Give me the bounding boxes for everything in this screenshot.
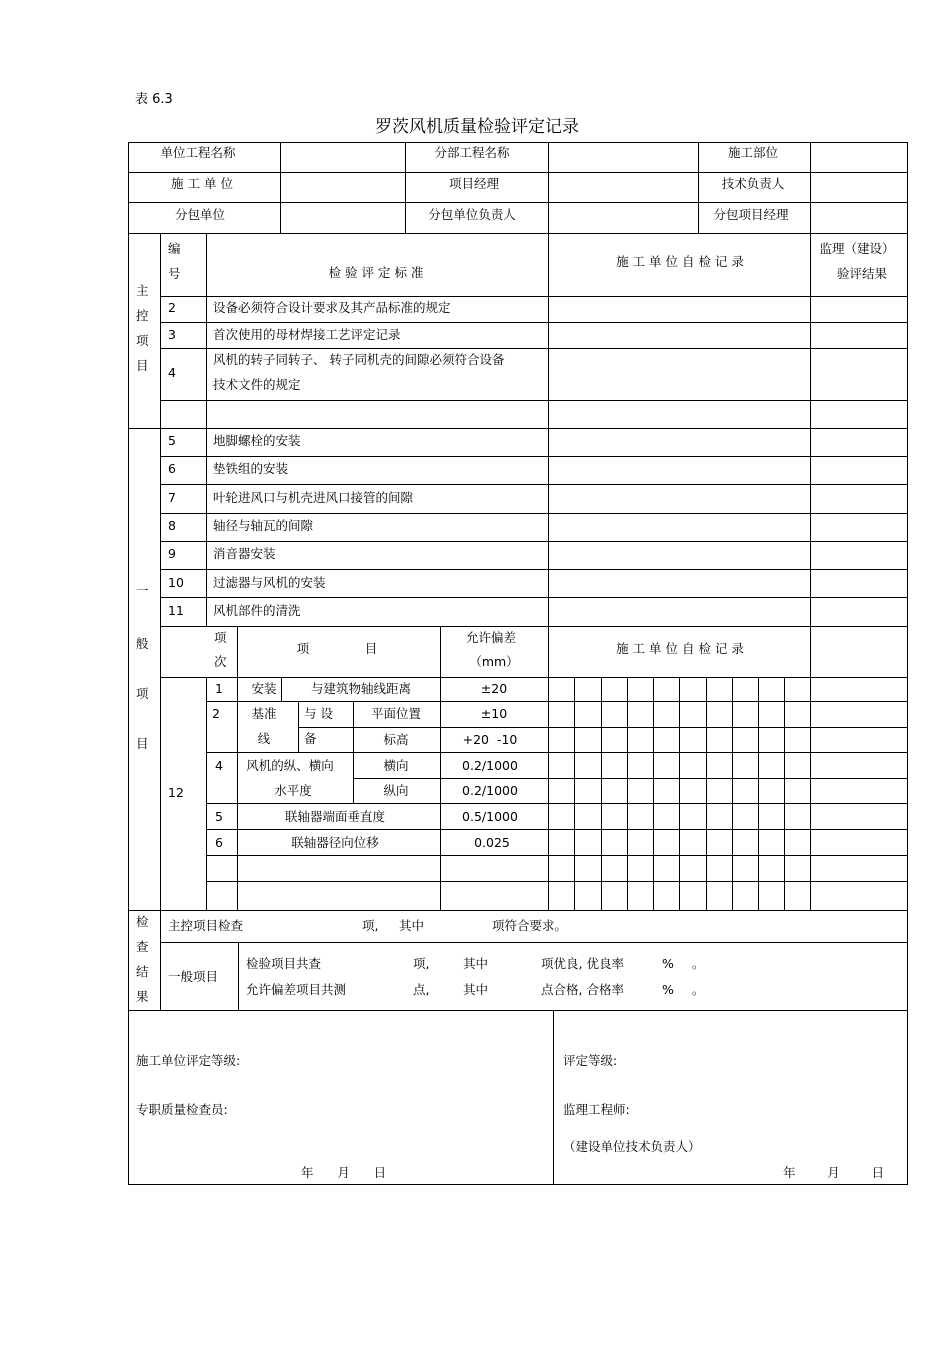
sub-project-name-label: 分部工程名称 [434, 145, 510, 160]
deviation-tolerance: +20 -10 [462, 732, 518, 747]
general-item-text: 垫铁组的安装 [213, 461, 289, 476]
tolerance-header-1: 允许偏差 [465, 630, 517, 645]
supervising-engineer-label: 监理工程师: [563, 1102, 630, 1117]
deviation-tolerance: ±10 [480, 706, 508, 721]
deviation-item: 联轴器径向位移 [291, 835, 379, 850]
deviation-seq: 2 [212, 706, 220, 721]
general-item-text: 叶轮进风口与机壳进风口接管的间隙 [213, 490, 414, 505]
main-item-no: 4 [168, 365, 176, 380]
quality-inspector-label: 专职质量检查员: [136, 1102, 228, 1117]
general-result-label: 一般项目 [168, 969, 219, 984]
construction-grade-label: 施工单位评定等级: [136, 1053, 241, 1068]
deviation-seq-2: 次 [214, 654, 227, 669]
general-item-no: 9 [168, 546, 176, 561]
table-number: 表 6.3 [135, 92, 173, 107]
project-manager-label: 项目经理 [448, 176, 500, 191]
general-result-text: 点合格, 合格率 [541, 982, 624, 997]
general-item-no: 6 [168, 461, 176, 476]
deviation-item: 备 [304, 731, 317, 746]
general-item-text: 轴径与轴瓦的间隙 [213, 518, 314, 533]
deviation-item: 线 [257, 731, 271, 746]
column-standard: 检 验 评 定 标 准 [328, 265, 424, 280]
subcontract-head-label: 分包单位负责人 [428, 207, 516, 222]
result-label-3: 结 [136, 964, 149, 979]
column-no-2: 号 [168, 266, 181, 281]
main-item-no: 3 [168, 327, 176, 342]
general-result-text: 检验项目共查 [246, 956, 322, 971]
deviation-item-header: 项 目 [296, 641, 378, 656]
deviation-seq-1: 项 [214, 630, 227, 645]
subcontract-unit-label: 分包单位 [174, 207, 226, 222]
unit-project-name-label: 单位工程名称 [160, 145, 236, 160]
deviation-item: 安装 [251, 681, 277, 696]
deviation-item: 与 设 [304, 706, 333, 721]
main-item-text-cont: 技术文件的规定 [213, 377, 301, 392]
main-item-text: 设备必须符合设计要求及其产品标准的规定 [213, 300, 451, 315]
deviation-item: 平面位置 [370, 706, 422, 721]
general-label-2: 般 [136, 636, 149, 651]
deviation-seq: 6 [215, 835, 223, 850]
general-item-no: 10 [168, 575, 184, 590]
technical-head-label: 技术负责人 [721, 176, 785, 191]
general-item-text: 过滤器与风机的安装 [213, 575, 326, 590]
deviation-tolerance: 0.5/1000 [462, 809, 518, 824]
general-result-text: 点, [413, 982, 430, 997]
result-label-2: 查 [136, 939, 149, 954]
main-check-label: 主控项目检查 [168, 918, 244, 933]
general-item-text: 风机部件的清洗 [213, 603, 301, 618]
general-result-text: 允许偏差项目共测 [246, 982, 347, 997]
general-label-3: 项 [136, 686, 149, 701]
deviation-tolerance: 0.025 [474, 835, 510, 850]
general-label-1: 一 [136, 583, 149, 598]
subcontract-manager-label: 分包项目经理 [713, 207, 789, 222]
main-control-label-1: 主 [136, 283, 149, 298]
general-item-no: 11 [168, 603, 184, 618]
deviation-self-check-header: 施 工 单 位 自 检 记 录 [616, 641, 744, 656]
general-result-text: % [662, 982, 674, 997]
general-result-text: 其中 [463, 982, 489, 997]
deviation-item: 风机的纵、横向 [246, 758, 334, 773]
item-12-no: 12 [168, 785, 184, 800]
deviation-item: 纵向 [383, 783, 409, 798]
general-item-no: 7 [168, 490, 176, 505]
general-label-4: 目 [136, 736, 149, 751]
deviation-item: 联轴器端面垂直度 [284, 809, 386, 824]
general-result-text: 项优良, 优良率 [541, 956, 624, 971]
main-check-among: 其中 [399, 918, 425, 933]
deviation-item: 与建筑物轴线距离 [310, 681, 412, 696]
general-result-text: 其中 [463, 956, 489, 971]
deviation-seq: 4 [215, 758, 223, 773]
column-self-check: 施 工 单 位 自 检 记 录 [616, 254, 744, 269]
main-control-label-4: 目 [136, 358, 149, 373]
deviation-item: 横向 [383, 758, 409, 773]
general-result-text: 。 [692, 982, 705, 997]
deviation-tolerance: 0.2/1000 [462, 783, 518, 798]
column-no-1: 编 [168, 241, 181, 256]
main-check-ok: 项符合要求。 [492, 918, 568, 933]
result-label-4: 果 [136, 989, 149, 1004]
general-item-no: 8 [168, 518, 176, 533]
main-item-no: 2 [168, 300, 176, 315]
main-control-label-2: 控 [136, 308, 149, 323]
left-date: 年 月 日 [301, 1165, 387, 1180]
general-item-text: 地脚螺栓的安装 [213, 433, 301, 448]
right-date: 年 月 日 [783, 1165, 885, 1180]
general-result-text: % [662, 956, 674, 971]
general-result-text: 。 [692, 956, 705, 971]
main-item-text: 首次使用的母材焊接工艺评定记录 [213, 327, 401, 342]
deviation-seq: 5 [215, 809, 223, 824]
general-item-no: 5 [168, 433, 176, 448]
main-item-text: 风机的转子同转子、 转子同机壳的间隙必须符合设备 [213, 352, 505, 367]
general-item-text: 消音器安装 [213, 546, 276, 561]
evaluation-grade-label: 评定等级: [563, 1053, 618, 1068]
main-control-label-3: 项 [136, 333, 149, 348]
construction-part-label: 施工部位 [727, 145, 779, 160]
column-supervision-2: 验评结果 [836, 266, 888, 281]
deviation-tolerance: 0.2/1000 [462, 758, 518, 773]
column-supervision-1: 监理（建设） [819, 241, 895, 256]
construction-unit-label: 施 工 单 位 [171, 176, 233, 191]
tolerance-header-2: （mm） [469, 654, 519, 669]
main-check-items: 项, [362, 918, 379, 933]
general-result-text: 项, [413, 956, 430, 971]
deviation-item: 水平度 [274, 783, 312, 798]
deviation-item: 基准 [251, 706, 277, 721]
owner-technical-head-note: （建设单位技术负责人） [563, 1139, 701, 1154]
deviation-tolerance: ±20 [480, 681, 508, 696]
result-label-1: 检 [136, 914, 149, 929]
deviation-seq: 1 [215, 681, 223, 696]
page-title: 罗茨风机质量检验评定记录 [375, 117, 579, 137]
deviation-item: 标高 [383, 732, 409, 747]
